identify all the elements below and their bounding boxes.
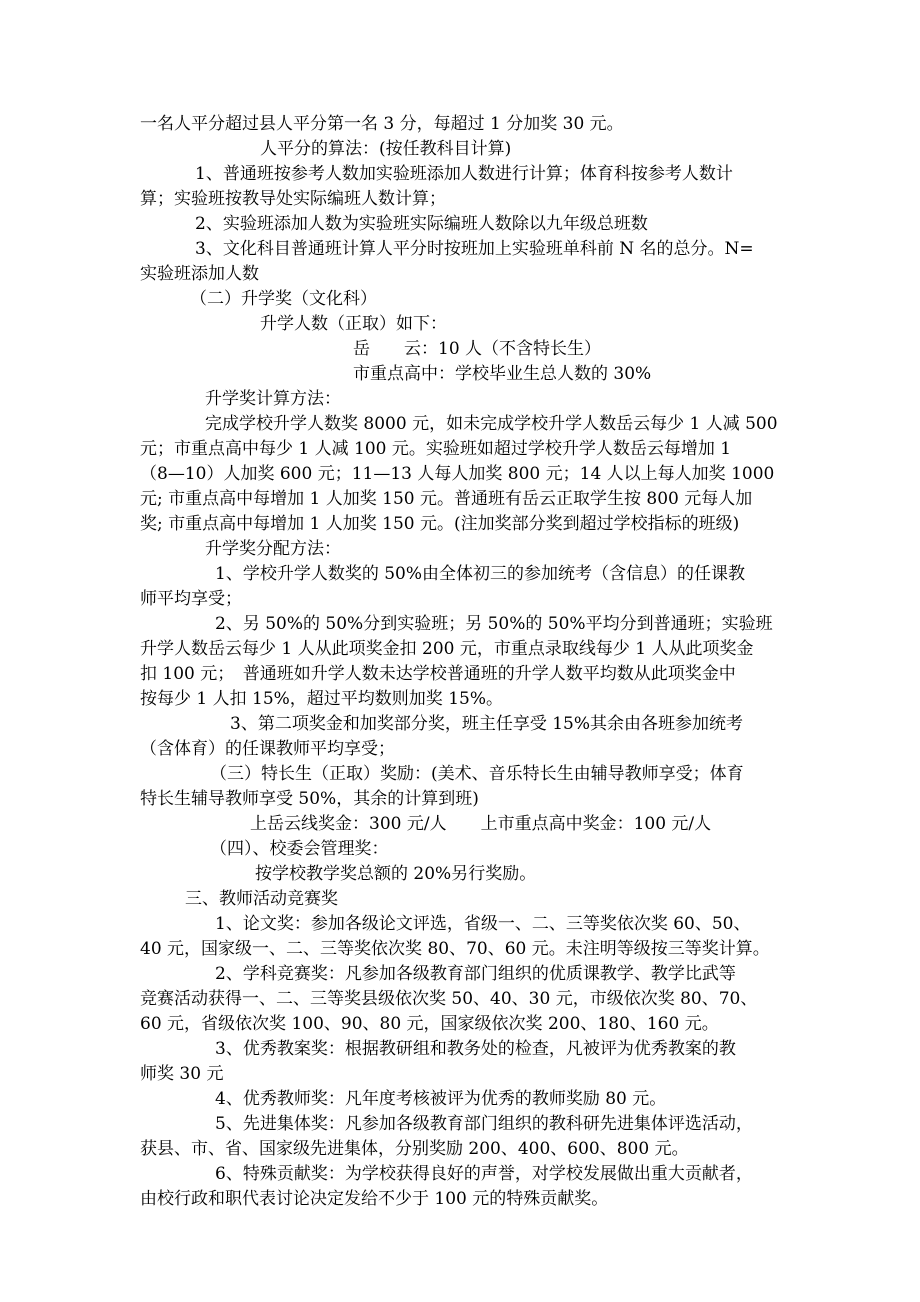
text-line: 1、学校升学人数奖的 50%由全体初三的参加统考（含信息）的任课教 [215,564,746,584]
text-line: 2、学科竞赛奖：凡参加各级教育部门组织的优质课教学、教学比武等 [215,964,736,984]
text-line: 升学人数岳云每少 1 人从此项奖金扣 200 元，市重点录取线每少 1 人从此项奖金 [140,639,754,659]
text-line: 岳 云：10 人（不含特长生） [353,339,602,359]
text-line: 40 元，国家级一、二、三等奖依次奖 80、70、60 元。未注明等级按三等奖计算。 [140,939,770,959]
text-line: 2、实验班添加人数为实验班实际编班人数除以九年级总班数 [195,214,648,234]
text-line: 3、第二项奖金和加奖部分奖，班主任享受 15%其余由各班参加统考 [230,714,744,734]
text-line: 元；市重点高中每少 1 人减 100 元。实验班如超过学校升学人数岳云每增加 1 [140,439,732,459]
text-line: 由校行政和职代表讨论决定发给不少于 100 元的特殊贡献奖。 [140,1189,609,1209]
text-line: 升学奖计算方法： [205,389,341,409]
section-heading: （三）特长生（正取）奖励：(美术、音乐特长生由辅导教师享受；体育 [210,764,744,784]
text-line: 扣 100 元； 普通班如升学人数未达学校普通班的升学人数平均数从此项奖金中 [140,664,736,684]
text-line: 完成学校升学人数奖 8000 元，如未完成学校升学人数岳云每少 1 人减 500 [205,414,778,434]
text-line: 1、论文奖：参加各级论文评选，省级一、二、三等奖依次奖 60、50、 [215,914,751,934]
text-line: 升学奖分配方法： [205,539,341,559]
text-line: 市重点高中：学校毕业生总人数的 30% [353,364,652,384]
text-line: 60 元，省级依次奖 100、90、80 元，国家级依次奖 200、180、160 元。 [140,1014,719,1034]
section-heading: 三、教师活动竞赛奖 [185,889,338,909]
text-line: 算；实验班按教导处实际编班人数计算； [140,189,446,209]
text-line: 3、文化科目普通班计算人平分时按班加上实验班单科前 N 名的总分。N= [195,239,754,259]
text-line: 人平分的算法：(按任教科目计算) [260,139,512,159]
text-line: 元; 市重点高中每增加 1 人加奖 150 元。普通班有岳云正取学生按 800 元每人加 [140,489,753,509]
text-line: 上岳云线奖金：300 元/人 上市重点高中奖金：100 元/人 [250,814,712,834]
text-line: 按学校教学奖总额的 20%另行奖励。 [255,864,537,884]
text-line: 一名人平分超过县人平分第一名 3 分，每超过 1 分加奖 30 元。 [140,114,624,134]
text-line: 按每少 1 人扣 15%，超过平均数则加奖 15%。 [140,689,504,709]
text-line: 竞赛活动获得一、二、三等奖县级依次奖 50、40、30 元，市级依次奖 80、70、 [140,989,758,1009]
text-line: 1、普通班按参考人数加实验班添加人数进行计算；体育科按参考人数计 [195,164,733,184]
text-line: 特长生辅导教师享受 50%，其余的计算到班) [140,789,479,809]
section-heading: （四）、校委会管理奖： [210,839,389,859]
text-line: 5、先进集体奖：凡参加各级教育部门组织的教科研先进集体评选活动， [215,1114,753,1134]
text-line: 2、另 50%的 50%分到实验班；另 50%的 50%平均分到普通班；实验班 [215,614,773,634]
text-line: 师平均享受； [140,589,242,609]
text-line: 3、优秀教案奖：根据教研组和教务处的检查，凡被评为优秀教案的教 [215,1039,736,1059]
text-line: 4、优秀教师奖：凡年度考核被评为优秀的教师奖励 80 元。 [215,1089,667,1109]
text-line: （含体育）的任课教师平均享受； [140,739,395,759]
text-line: 师奖 30 元 [140,1064,224,1084]
text-line: 实验班添加人数 [140,264,259,284]
text-line: 升学人数（正取）如下： [260,314,447,334]
section-heading: （二）升学奖（文化科） [190,289,377,309]
text-line: 获县、市、省、国家级先进集体，分别奖励 200、400、600、800 元。 [140,1139,689,1159]
text-line: 奖; 市重点高中每增加 1 人加奖 150 元。(注加奖部分奖到超过学校指标的班级) [140,514,740,534]
text-line: （8—10）人加奖 600 元；11—13 人每人加奖 800 元；14 人以上每人加奖 1000 [140,464,775,484]
text-line: 6、特殊贡献奖：为学校获得良好的声誉，对学校发展做出重大贡献者， [215,1164,753,1184]
